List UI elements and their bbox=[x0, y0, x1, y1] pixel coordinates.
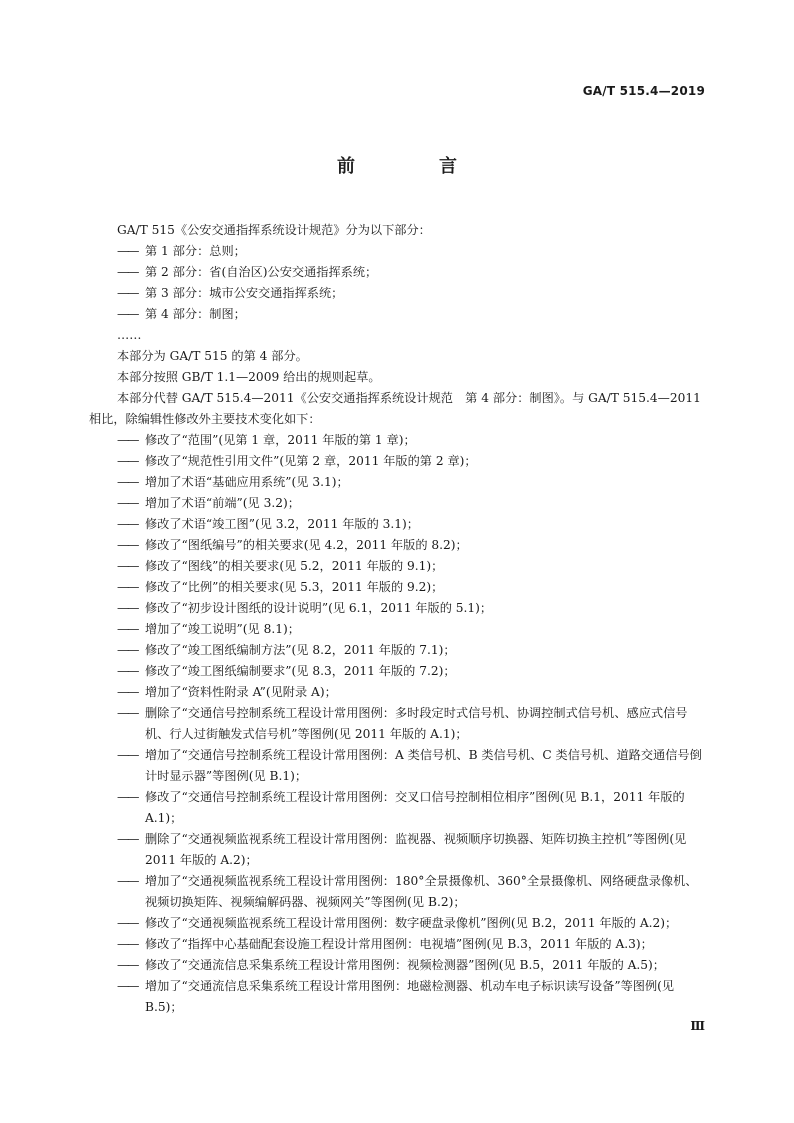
change-item-text: 增加了“交通视频监视系统工程设计常用图例：180°全景摄像机、360°全景摄像机、网络硬盘录像机、视频切换矩阵、视频编解码器、视频网关”等图例(见 B.2)； bbox=[145, 874, 698, 909]
change-item-text: 增加了“资料性附录 A”(见附录 A)； bbox=[145, 685, 337, 699]
dash-mark: —— bbox=[117, 958, 138, 972]
page-number: Ⅲ bbox=[690, 1019, 705, 1033]
dash-mark: —— bbox=[117, 580, 138, 594]
change-item bbox=[89, 514, 705, 535]
part-item bbox=[89, 241, 705, 262]
change-item-text: 修改了“图纸编号”的相关要求(见 4.2，2011 年版的 8.2)； bbox=[145, 538, 468, 552]
changes-list bbox=[89, 430, 705, 1018]
change-item-text: 修改了“指挥中心基础配套设施工程设计常用图例：电视墙”图例(见 B.3，2011 年版的 A.3)； bbox=[145, 937, 653, 951]
dash-mark: —— bbox=[117, 664, 138, 678]
change-item-text: 删除了“交通视频监视系统工程设计常用图例：监视器、视频顺序切换器、矩阵切换主控机”等图例(见 2011 年版的 A.2)； bbox=[145, 832, 687, 867]
dash-mark: —— bbox=[117, 643, 138, 657]
dash-mark: —— bbox=[117, 685, 138, 699]
dash-mark: —— bbox=[117, 265, 138, 279]
dash-mark: —— bbox=[117, 874, 138, 888]
dash-mark: —— bbox=[117, 601, 138, 615]
ellipsis: …… bbox=[117, 328, 142, 342]
document-number: GA/T 515.4—2019 bbox=[582, 84, 705, 98]
part-item-text: 第 4 部分：制图； bbox=[145, 307, 246, 321]
change-item-text: 修改了“初步设计图纸的设计说明”(见 6.1，2011 年版的 5.1)； bbox=[145, 601, 493, 615]
para-replace: 本部分代替 GA/T 515.4—2011《公安交通指挥系统设计规范 第 4 部分：制图》。与 GA/T 515.4—2011 相比，除编辑性修改外主要技术变化如下： bbox=[89, 391, 701, 426]
change-item-text: 修改了“图线”的相关要求(见 5.2，2011 年版的 9.1)； bbox=[145, 559, 444, 573]
part-item-text: 第 1 部分：总则； bbox=[145, 244, 246, 258]
dash-mark: —— bbox=[117, 244, 138, 258]
parts-intro: GA/T 515《公安交通指挥系统设计规范》分为以下部分： bbox=[117, 223, 431, 237]
dash-mark: —— bbox=[117, 937, 138, 951]
change-item bbox=[89, 430, 705, 451]
dash-mark: —— bbox=[117, 433, 138, 447]
dash-mark: —— bbox=[117, 622, 138, 636]
change-item-text: 修改了“竣工图纸编制要求”(见 8.3，2011 年版的 7.2)； bbox=[145, 664, 456, 678]
dash-mark: —— bbox=[117, 832, 138, 846]
change-item bbox=[89, 787, 705, 829]
para-rules: 本部分按照 GB/T 1.1—2009 给出的规则起草。 bbox=[117, 370, 381, 384]
change-item bbox=[89, 934, 705, 955]
dash-mark: —— bbox=[117, 454, 138, 468]
change-item bbox=[89, 976, 705, 1018]
dash-mark: —— bbox=[117, 559, 138, 573]
part-item bbox=[89, 262, 705, 283]
dash-mark: —— bbox=[117, 748, 138, 762]
change-item bbox=[89, 598, 705, 619]
change-item-text: 修改了“规范性引用文件”(见第 2 章，2011 年版的第 2 章)； bbox=[145, 454, 477, 468]
change-item bbox=[89, 640, 705, 661]
change-item bbox=[89, 829, 705, 871]
foreword-body bbox=[89, 220, 705, 1018]
parts-list bbox=[89, 241, 705, 325]
change-item-text: 删除了“交通信号控制系统工程设计常用图例：多时段定时式信号机、协调控制式信号机、感应式信号机、行人过街触发式信号机”等图例(见 2011 年版的 A.1)； bbox=[145, 706, 688, 741]
part-item bbox=[89, 283, 705, 304]
dash-mark: —— bbox=[117, 307, 138, 321]
page-title: 前 言 bbox=[337, 156, 490, 177]
dash-mark: —— bbox=[117, 706, 138, 720]
change-item bbox=[89, 913, 705, 934]
dash-mark: —— bbox=[117, 475, 138, 489]
change-item-text: 增加了“竣工说明”(见 8.1)； bbox=[145, 622, 300, 636]
change-item-text: 修改了“比例”的相关要求(见 5.3，2011 年版的 9.2)； bbox=[145, 580, 444, 594]
change-item-text: 修改了“交通信号控制系统工程设计常用图例：交叉口信号控制相位相序”图例(见 B.1，2011 年版的 A.1)； bbox=[145, 790, 685, 825]
change-item bbox=[89, 682, 705, 703]
change-item bbox=[89, 451, 705, 472]
dash-mark: —— bbox=[117, 916, 138, 930]
change-item-text: 修改了“范围”(见第 1 章，2011 年版的第 1 章)； bbox=[145, 433, 416, 447]
change-item bbox=[89, 955, 705, 976]
part-item-text: 第 3 部分：城市公安交通指挥系统； bbox=[145, 286, 344, 300]
change-item-text: 增加了“交通流信息采集系统工程设计常用图例：地磁检测器、机动车电子标识读写设备”等图例(见 B.5)； bbox=[145, 979, 675, 1014]
change-item bbox=[89, 535, 705, 556]
part-item-text: 第 2 部分：省(自治区)公安交通指挥系统； bbox=[145, 265, 378, 279]
dash-mark: —— bbox=[117, 979, 138, 993]
para-part: 本部分为 GA/T 515 的第 4 部分。 bbox=[117, 349, 308, 363]
change-item-text: 修改了“交通流信息采集系统工程设计常用图例：视频检测器”图例(见 B.5，2011 年版的 A.5)； bbox=[145, 958, 665, 972]
dash-mark: —— bbox=[117, 496, 138, 510]
change-item bbox=[89, 703, 705, 745]
change-item-text: 修改了“交通视频监视系统工程设计常用图例：数字硬盘录像机”图例(见 B.2，2011 年版的 A.2)； bbox=[145, 916, 678, 930]
dash-mark: —— bbox=[117, 538, 138, 552]
change-item bbox=[89, 493, 705, 514]
change-item bbox=[89, 661, 705, 682]
dash-mark: —— bbox=[117, 790, 138, 804]
change-item-text: 增加了“交通信号控制系统工程设计常用图例：A 类信号机、B 类信号机、C 类信号机、道路交通信号倒计时显示器”等图例(见 B.1)； bbox=[145, 748, 702, 783]
change-item-text: 增加了术语“前端”(见 3.2)； bbox=[145, 496, 300, 510]
change-item-text: 增加了术语“基础应用系统”(见 3.1)； bbox=[145, 475, 349, 489]
change-item bbox=[89, 577, 705, 598]
dash-mark: —— bbox=[117, 286, 138, 300]
change-item bbox=[89, 871, 705, 913]
dash-mark: —— bbox=[117, 517, 138, 531]
part-item bbox=[89, 304, 705, 325]
change-item bbox=[89, 556, 705, 577]
change-item-text: 修改了术语“竣工图”(见 3.2，2011 年版的 3.1)； bbox=[145, 517, 419, 531]
change-item bbox=[89, 745, 705, 787]
change-item bbox=[89, 472, 705, 493]
change-item bbox=[89, 619, 705, 640]
change-item-text: 修改了“竣工图纸编制方法”(见 8.2，2011 年版的 7.1)； bbox=[145, 643, 456, 657]
